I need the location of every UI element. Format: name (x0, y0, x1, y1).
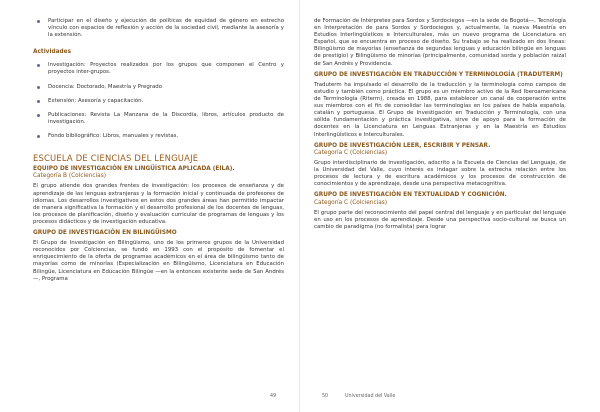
group-description-traduterm: Traduterm ha impulsado el desarrollo de la traducción y la terminología como campos de estudio y también como práctica. El grupo es un miembro activo de la Red Iberoamericana de Terminología (Riterm), creada en 1988, para establecer un canal de cooperación entre sus miembros con el fin de consolidar las terminologías en los países de habla española, catalán y portuguesa. El Grupo de Investigación en Traducción y Terminología, con una sólida fundamentación y práctica investigativa, sirve de apoyo para la formación de docentes en la Licenciatura en Lenguas Extranjeras y en la Maestría en Estudios Interlingüísticos e Interculturales. (314, 81, 566, 138)
list-item: Investigación: Proyectos realizados por los grupos que componen el Centro y proyectos inter-grupos. (33, 62, 284, 76)
objectives-list (33, 18, 284, 39)
group-title-traduterm: GRUPO DE INVESTIGACIÓN EN TRADUCCIÓN Y TERMINOLOGÍA (TRADUTERM) (314, 71, 563, 78)
group-title-eila: EQUIPO DE INVESTIGACIÓN EN LINGÜÍSTICA APLICADA (EILA). (33, 166, 235, 173)
list-item: Publicaciones: Revista La Manzana de la Discordia, libros, artículos producto de investigación. (33, 112, 284, 126)
school-title: ESCUELA DE CIENCIAS DEL LENGUAJE (33, 153, 199, 164)
continuation-paragraph: de Formación de Intérpretes para Sordos y Sordociegos —en la sede de Bogotá—, Tecnología en Interpretación de para Sordos y Sordociegos y, actualmente, la nueva Maestría en Estudios Interlingüísticos e Interculturales, más un nuevo programa de Licenciatura en Español, que se encuentra en proceso de diseño. Su trabajo se ha realizado en dos líneas: Bilingüismo de mayorías (enseñanza de segundas lenguas y educación bilingüe en lenguas de prestigio) y Bilingüismo de minorías (principalmente, comunidad sorda y población raizal de San Andrés y Providencia. (314, 18, 566, 67)
group-title-textualidad: GRUPO DE INVESTIGACIÓN EN TEXTUALIDAD Y COGNICIÓN. (314, 192, 507, 199)
activities-list (33, 62, 284, 140)
group-category-leer-escribir: Categoría C (Colciencias) (314, 149, 388, 156)
group-title-bilinguismo: GRUPO DE INVESTIGACIÓN EN BILINGÜISMO (33, 230, 177, 236)
left-page-number: 49 (270, 394, 277, 399)
list-item: Extensión: Asesoría y capacitación. (33, 98, 284, 105)
list-item: Docencia: Doctorado, Maestría y Pregrado (33, 84, 284, 91)
group-description-leer-escribir: Grupo interdisciplinario de investigación, adscrito a la Escuela de Ciencias del Lenguaje, de la Universidad del Valle, cuyo interés es indagar sobre la estrecha relación entre los procesos de lectura y de escritura académicos y los procesos de construcción de conocimientos y de aprendizaje, desde una perspectiva metacognitiva. (314, 160, 566, 188)
list-item: Participar en el diseño y ejecución de políticas de equidad de género en estrecho vínculo con espacios de reflexión y acción de la sociedad civil, mediante la asesoría y la extensión. (33, 18, 284, 39)
footer-university: Universidad del Valle (345, 394, 396, 399)
group-description-bilinguismo: El Grupo de Investigación en Bilingüismo, uno de los primeros grupos de la Universidad reconocidos por Colciencias, se fundó en 1993 con el propósito de fomentar el enriquecimiento de la oferta de programas académicos en el área de bilingüismo tanto de mayorías como de minorías (Especialización en Bilingüismo, Licenciatura en Educación Bilingüe, Licenciatura en Educación Bilingüe —en la entonces existente sede de San Andrés—, Programa (33, 240, 284, 282)
group-title-leer-escribir: GRUPO DE INVESTIGACIÓN LEER, ESCRIBIR Y PENSAR. (314, 142, 491, 149)
group-description-eila: El grupo atiende dos grandes frentes de investigación: los procesos de enseñanza y de aprendizaje de las lenguas extranjeras y la formación inicial y continuada de profesores de idiomas. Los desarrollos investigativos en estos dos grandes áreas han permitido impactar de manera significativa la formación y el desarrollo profesional de los docentes de lenguas, los procesos de planificación, diseño y evaluación curricular de programas de lenguas y los procesos didácticos y de investigación educativa. (33, 183, 284, 225)
group-category-textualidad: Categoría C (Colciencias) (314, 199, 388, 206)
activities-heading: Actividades (33, 49, 72, 56)
right-page-number: 50 (322, 394, 329, 399)
right-page (300, 0, 600, 412)
group-description-textualidad: El grupo parte del reconocimiento del papel central del lenguaje y en particular del lenguaje en uso en los procesos de aprendizaje. Desde una perspectiva socio-cultural se busca un cambio de paradigma (no formalista) para lograr (314, 209, 566, 230)
list-item: Fondo bibliográfico: Libros, manuales y revistas. (33, 133, 284, 140)
group-category-eila: Categoría B (Colciencias) (33, 173, 107, 180)
